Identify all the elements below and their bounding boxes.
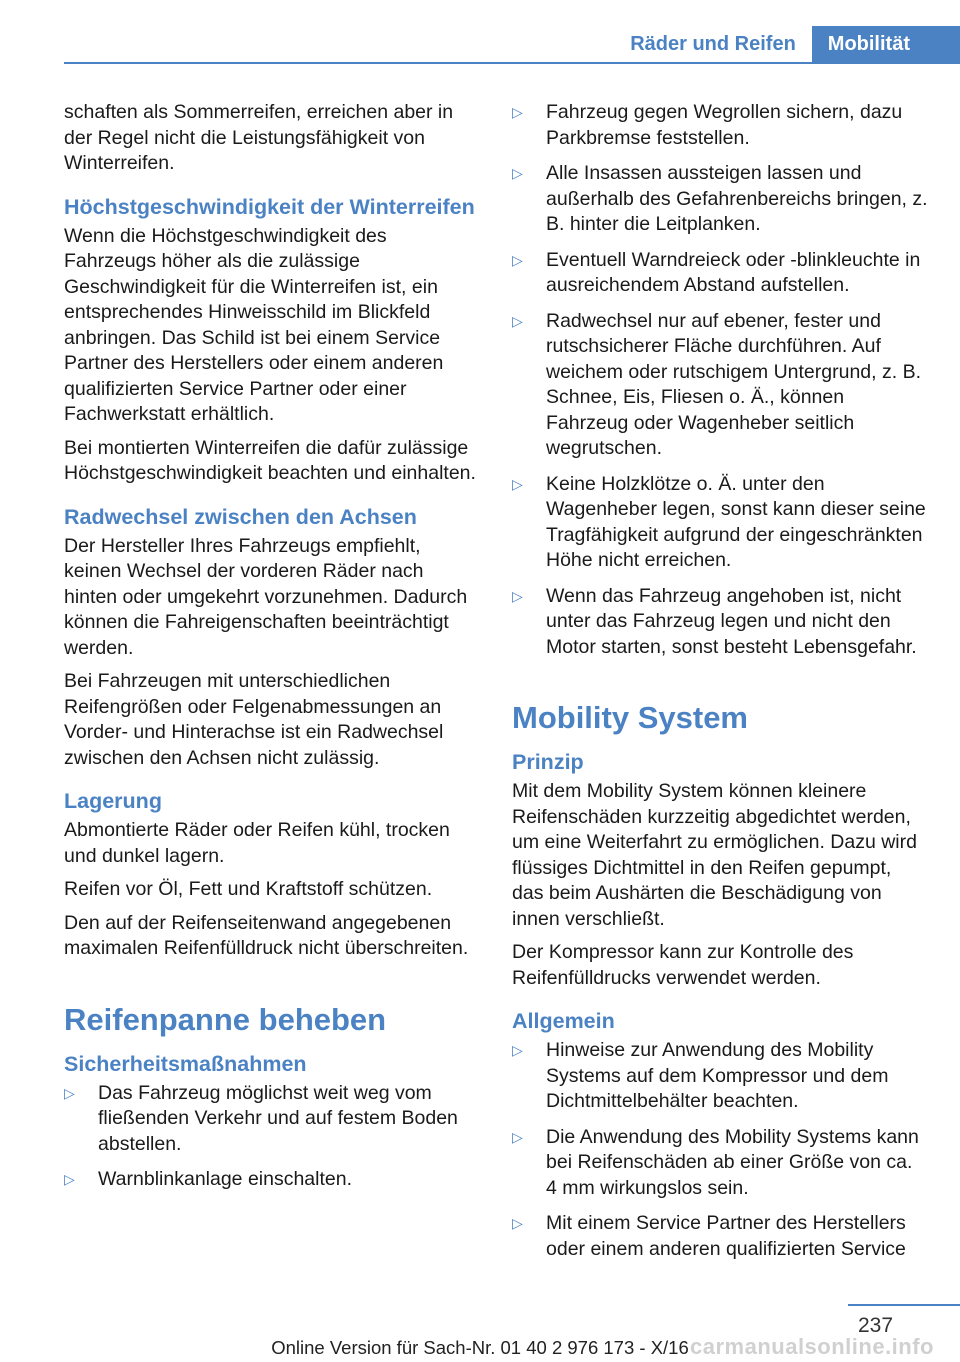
list-item: ▷ Radwechsel nur auf ebener, fester und rutschsicherer Fläche durchführen. Auf weichem oder rutschigem Untergrund, z. B. Schnee, Eis, Fliesen o. Ä., können Fahrzeug oder Wagenheber seitlich wegrutschen. — [512, 309, 921, 459]
header-tabs — [614, 26, 960, 62]
list-item: ▷ Das Fahrzeug möglichst weit weg vom fließenden Verkehr und auf festem Boden abstellen. — [64, 1081, 458, 1155]
list-item: ▷ Hinweise zur Anwendung des Mobility Systems auf dem Kompressor und dem Dichtmittelbehälter beachten. — [512, 1039, 889, 1112]
list-item: ▷ Alle Insassen aussteigen lassen und außerhalb des Gefahrenbereichs bringen, z. B. hinter die Leitplanken. — [512, 162, 928, 235]
triangle-bullet-icon: ▷ — [64, 1084, 75, 1101]
list-item: ▷ Keine Holzklötze o. Ä. unter den Wagenheber legen, sonst kann dieser seine Tragfähigkeit aufgrund der eingeschränkten Höhe nicht erreichen. — [512, 472, 926, 571]
safety-list-right — [512, 100, 928, 660]
triangle-bullet-icon: ▷ — [512, 312, 523, 329]
chapter-tab: Mobilität — [812, 26, 960, 62]
triangle-bullet-icon: ▷ — [512, 104, 523, 120]
triangle-bullet-icon: ▷ — [512, 587, 523, 604]
heading-mobility-system: Mobility System — [512, 700, 748, 735]
right-column — [512, 100, 928, 1272]
triangle-bullet-icon: ▷ — [64, 1171, 75, 1187]
heading-storage: Lagerung — [64, 789, 162, 813]
rotation-paragraph-2: Bei Fahrzeugen mit unterschiedlichen Reifengrößen oder Felgenabmessungen an Vorder- und Hinterachse ist ein Radwechsel zwischen den Achsen nicht zulässig. — [64, 670, 444, 769]
section-tab: Räder und Reifen — [614, 26, 812, 62]
footer-rule — [848, 1304, 960, 1306]
heading-top-speed: Höchstgeschwindigkeit der Winterreifen — [64, 194, 475, 219]
rotation-paragraph-1: Der Hersteller Ihres Fahrzeugs empfiehlt, keinen Wechsel der vorderen Räder nach hinten oder umgekehrt vorzunehmen. Dadurch können die Fahreigenschaften beeinträchtigt werden. — [64, 534, 468, 659]
list-item: ▷ Mit einem Service Partner des Herstellers oder einem anderen qualifizierten Service — [512, 1212, 906, 1260]
general-list — [512, 1038, 928, 1262]
left-column — [64, 100, 480, 1203]
triangle-bullet-icon: ▷ — [512, 1042, 523, 1058]
top-speed-paragraph-1: Wenn die Höchstgeschwindigkeit des Fahrzeugs höher als die zulässige Geschwindigkeit für die Winterreifen ist, ein entsprechendes Hinweisschild im Blickfeld anbringen. Das Schild ist bei einem Service Partner des Herstellers oder einem anderen qualifizierten Service Partner oder einer Fachwerkstatt erhältlich. — [64, 224, 444, 425]
watermark: carmanualsonline.info — [690, 1334, 934, 1359]
list-item: ▷ Warnblinkanlage einschalten. — [64, 1167, 480, 1193]
heading-flat-tire: Reifenpanne beheben — [64, 1001, 387, 1037]
safety-list-left — [64, 1081, 480, 1193]
triangle-bullet-icon: ▷ — [512, 1215, 523, 1231]
storage-paragraph-1: Abmontierte Räder oder Reifen kühl, trocken und dunkel lagern. — [64, 819, 450, 867]
intro-paragraph: schaften als Sommerreifen, erreichen aber in der Regel nicht die Leistungsfähigkeit von Winterreifen. — [64, 101, 454, 174]
heading-general: Allgemein — [512, 1009, 615, 1033]
list-item: ▷ Fahrzeug gegen Wegrollen sichern, dazu Parkbremse feststellen. — [512, 101, 903, 149]
heading-safety: Sicherheitsmaßnahmen — [64, 1051, 307, 1076]
storage-paragraph-3: Den auf der Reifenseitenwand angegebenen maximalen Reifenfülldruck nicht überschreiten. — [64, 911, 469, 959]
top-speed-paragraph-2: Bei montierten Winterreifen die dafür zulässige Höchstgeschwindigkeit beachten und einhalten. — [64, 436, 476, 484]
list-item: ▷ Eventuell Warndreieck oder -blinkleuchte in ausreichendem Abstand aufstellen. — [512, 248, 921, 296]
principle-paragraph-2: Der Kompressor kann zur Kontrolle des Reifenfülldrucks verwendet werden. — [512, 941, 854, 989]
principle-paragraph-1: Mit dem Mobility System können kleinere Reifenschäden kurzzeitig abgedichtet werden, um eine Weiterfahrt zu ermöglichen. Dazu wird flüssiges Dichtmittel in den Reifen gepumpt, das beim Aushärten die Beschädigung von innen verschließt. — [512, 780, 917, 930]
triangle-bullet-icon: ▷ — [512, 251, 523, 268]
list-item: ▷ Die Anwendung des Mobility Systems kann bei Reifenschäden ab einer Größe von ca. 4 mm wirkungslos sein. — [512, 1125, 919, 1199]
triangle-bullet-icon: ▷ — [512, 165, 523, 181]
triangle-bullet-icon: ▷ — [512, 475, 523, 492]
header-rule — [64, 62, 960, 64]
page-number: 237 — [858, 1314, 894, 1337]
heading-rotation: Radwechsel zwischen den Achsen — [64, 504, 417, 529]
list-item: ▷ Wenn das Fahrzeug angehoben ist, nicht unter das Fahrzeug legen und nicht den Motor starten, sonst besteht Lebensgefahr. — [512, 584, 917, 658]
heading-principle: Prinzip — [512, 750, 584, 774]
online-version-line: Online Version für Sach-Nr. 01 40 2 976 173 - X/16 — [271, 1337, 689, 1358]
storage-paragraph-2: Reifen vor Öl, Fett und Kraftstoff schützen. — [64, 878, 433, 900]
triangle-bullet-icon: ▷ — [512, 1128, 523, 1145]
